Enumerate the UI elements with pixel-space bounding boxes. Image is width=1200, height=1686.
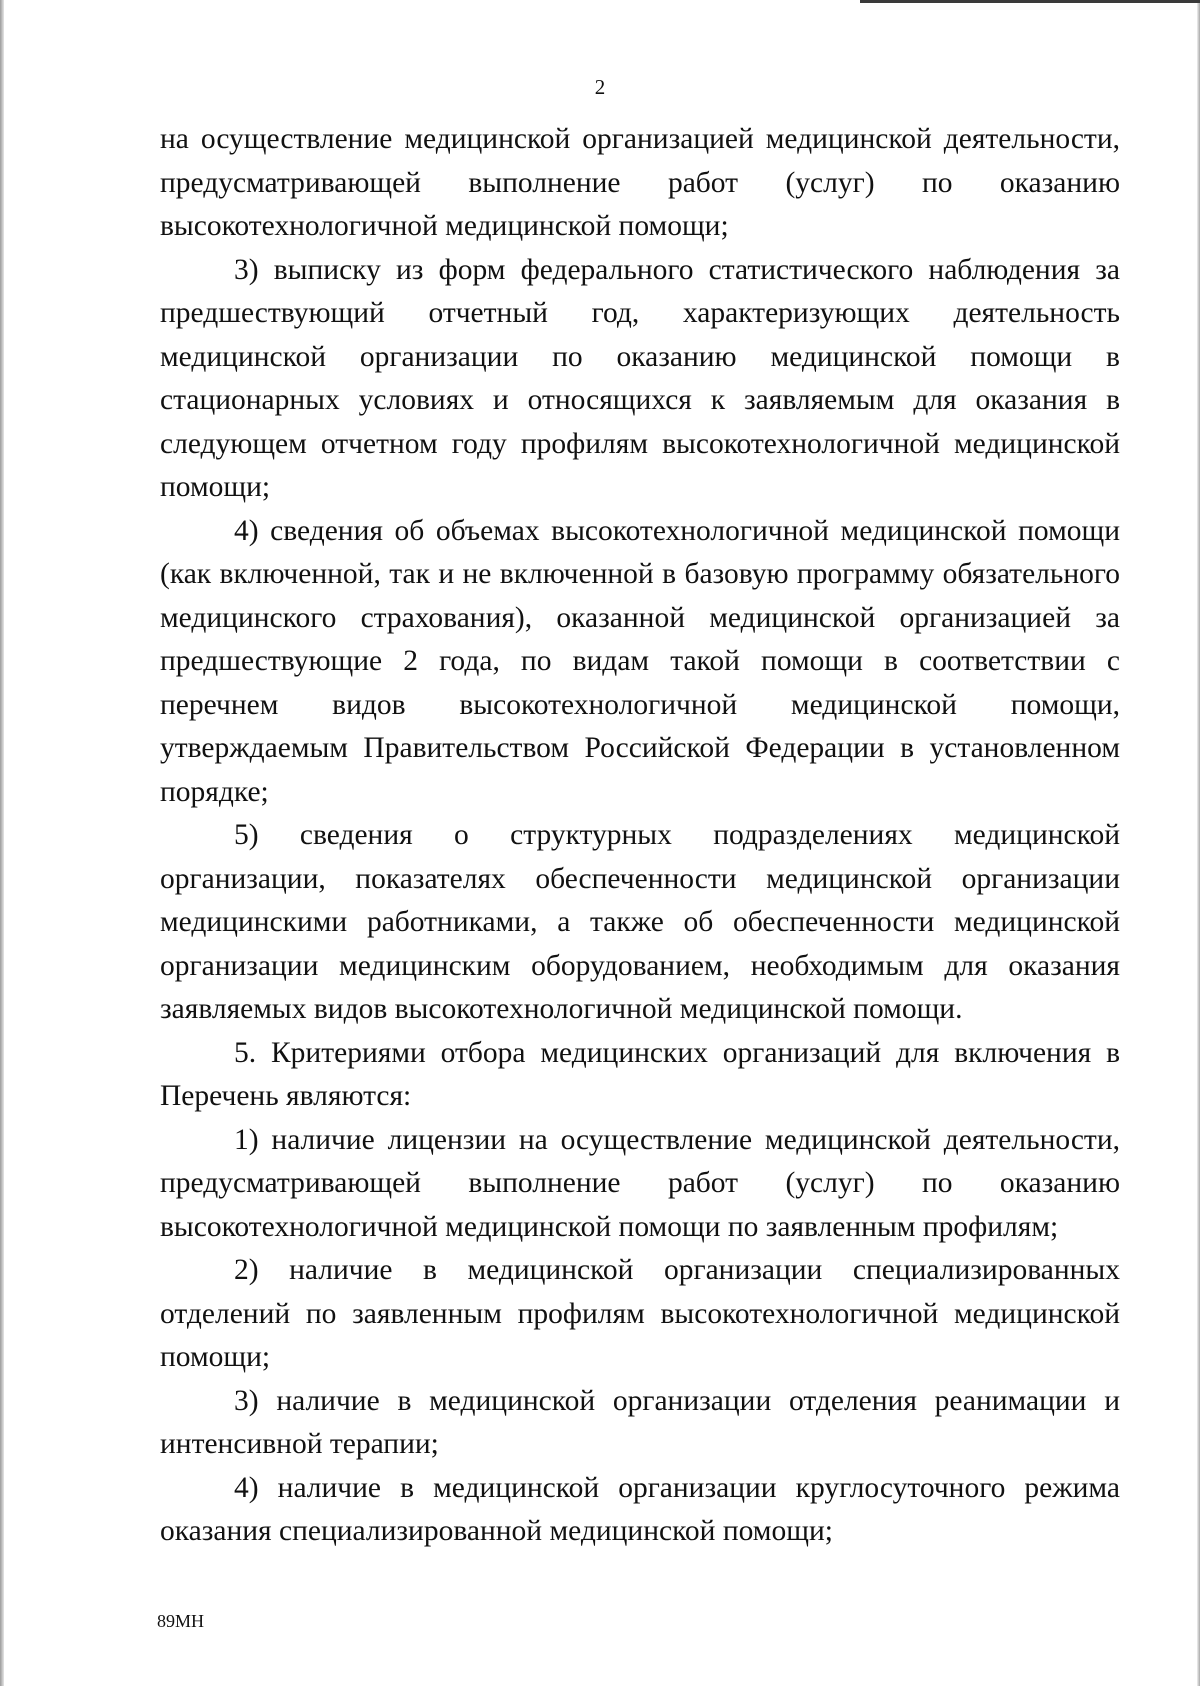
criteria-item-1: 1) наличие лицензии на осуществление медицинской деятельности, предусматривающей выполнение работ (услуг) по оказанию высокотехнологичной медицинской помощи по заявленным профилям; (160, 1123, 1120, 1243)
scan-edge-top (860, 0, 1200, 3)
footer-code: 89МН (157, 1611, 205, 1631)
paragraph-item-4: 4) сведения об объемах высокотехнологичной медицинской помощи (как включенной, так и не включенной в базовую программу обязательного медицинского страхования), оказанной медицинской организацией за предшествующие 2 года, по видам такой помощи в соответствии с перечнем видов высокотехнологичной медицинской помощи, утверждаемым Правительством Российской Федерации в установленном порядке; (160, 514, 1120, 808)
page-number: 2 (594, 75, 606, 99)
criteria-item-3: 3) наличие в медицинской организации отделения реанимации и интенсивной терапии; (160, 1384, 1120, 1460)
document-body (160, 118, 1120, 1554)
scan-edge-left (0, 0, 4, 1686)
paragraph-item-3: 3) выписку из форм федерального статистического наблюдения за предшествующий отчетный год, характеризующих деятельность медицинской организации по оказанию медицинской помощи в стационарных условиях и относящихся к заявляемым для оказания в следующем отчетном году профилям высокотехнологичной медицинской помощи; (160, 253, 1120, 503)
criteria-item-4: 4) наличие в медицинской организации круглосуточного режима оказания специализированной медицинской помощи; (160, 1471, 1120, 1547)
paragraph-item-5: 5) сведения о структурных подразделениях медицинской организации, показателях обеспеченности медицинской организации медицинскими работниками, а также об обеспеченности медицинской организации медицинским оборудованием, необходимым для оказания заявляемых видов высокотехнологичной медицинской помощи. (160, 819, 1120, 1025)
paragraph-section-5: 5. Критериями отбора медицинских организаций для включения в Перечень являются: (160, 1036, 1120, 1112)
paragraph-continuation: на осуществление медицинской организацией медицинской деятельности, предусматривающей выполнение работ (услуг) по оказанию высокотехнологичной медицинской помощи; (160, 123, 1120, 242)
criteria-item-2: 2) наличие в медицинской организации специализированных отделений по заявленным профилям высокотехнологичной медицинской помощи; (160, 1254, 1120, 1373)
